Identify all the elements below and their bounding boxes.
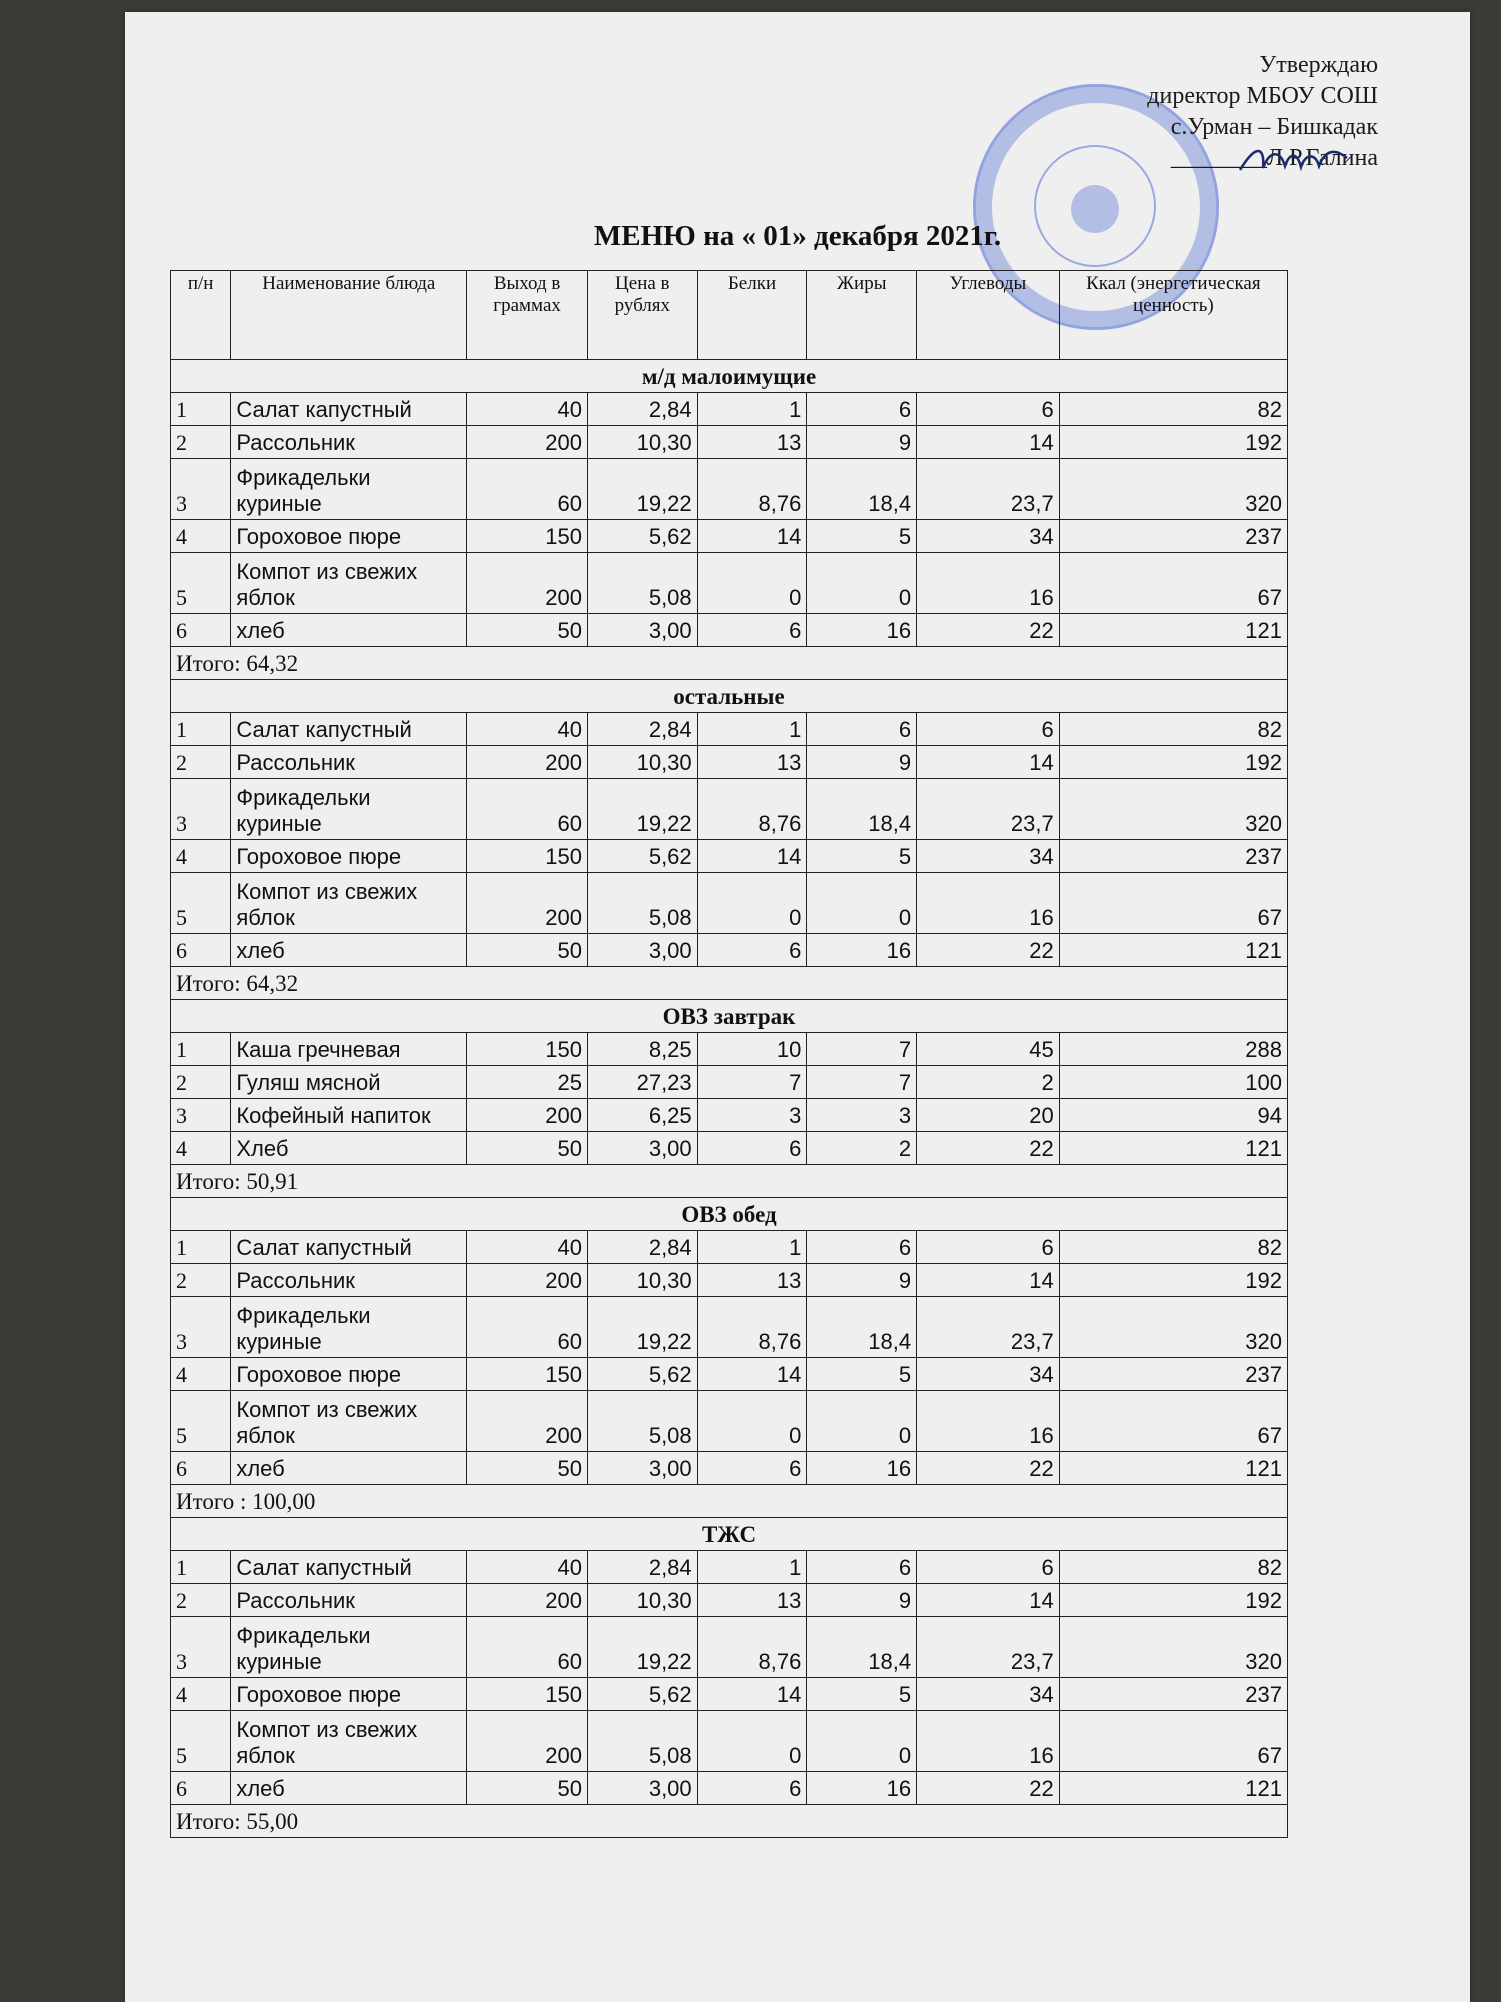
output-grams: 200 xyxy=(467,1264,588,1297)
output-grams: 150 xyxy=(467,1358,588,1391)
row-number: 3 xyxy=(171,779,231,840)
dish-name: Рассольник xyxy=(231,426,467,459)
proteins: 13 xyxy=(697,746,807,779)
section-title: ОВЗ завтрак xyxy=(171,1000,1288,1033)
fats: 7 xyxy=(807,1033,917,1066)
section-total: Итого: 50,91 xyxy=(171,1165,1288,1198)
fats: 16 xyxy=(807,614,917,647)
dish-name: Фрикадельки куриные xyxy=(231,779,467,840)
header-carbs: Углеводы xyxy=(917,271,1060,360)
dish-name: Гуляш мясной xyxy=(231,1066,467,1099)
price-rub: 19,22 xyxy=(587,779,697,840)
total-row xyxy=(171,967,1288,1000)
proteins: 14 xyxy=(697,1678,807,1711)
price-rub: 8,25 xyxy=(587,1033,697,1066)
carbs: 6 xyxy=(917,1551,1060,1584)
output-grams: 200 xyxy=(467,1584,588,1617)
kcal: 121 xyxy=(1059,1772,1287,1805)
kcal: 100 xyxy=(1059,1066,1287,1099)
kcal: 121 xyxy=(1059,1132,1287,1165)
output-grams: 25 xyxy=(467,1066,588,1099)
output-grams: 200 xyxy=(467,1099,588,1132)
dish-name: Фрикадельки куриные xyxy=(231,459,467,520)
kcal: 121 xyxy=(1059,1452,1287,1485)
row-number: 1 xyxy=(171,713,231,746)
row-number: 2 xyxy=(171,1584,231,1617)
fats: 18,4 xyxy=(807,1617,917,1678)
output-grams: 200 xyxy=(467,1391,588,1452)
row-number: 6 xyxy=(171,614,231,647)
output-grams: 50 xyxy=(467,1132,588,1165)
price-rub: 3,00 xyxy=(587,1772,697,1805)
proteins: 13 xyxy=(697,1584,807,1617)
price-rub: 27,23 xyxy=(587,1066,697,1099)
table-row xyxy=(171,873,1288,934)
table-row xyxy=(171,614,1288,647)
kcal: 288 xyxy=(1059,1033,1287,1066)
dish-name: Гороховое пюре xyxy=(231,1358,467,1391)
output-grams: 150 xyxy=(467,1033,588,1066)
dish-name: Салат капустный xyxy=(231,713,467,746)
row-number: 3 xyxy=(171,459,231,520)
section-header-row xyxy=(171,360,1288,393)
table-row xyxy=(171,1231,1288,1264)
kcal: 82 xyxy=(1059,713,1287,746)
carbs: 6 xyxy=(917,713,1060,746)
output-grams: 50 xyxy=(467,1772,588,1805)
kcal: 320 xyxy=(1059,459,1287,520)
section-total: Итого: 64,32 xyxy=(171,647,1288,680)
proteins: 7 xyxy=(697,1066,807,1099)
table-row xyxy=(171,1678,1288,1711)
fats: 9 xyxy=(807,1264,917,1297)
dish-name: Кофейный напиток xyxy=(231,1099,467,1132)
carbs: 2 xyxy=(917,1066,1060,1099)
dish-name: Компот из свежих яблок xyxy=(231,873,467,934)
output-grams: 60 xyxy=(467,779,588,840)
dish-name: хлеб xyxy=(231,1772,467,1805)
fats: 5 xyxy=(807,1358,917,1391)
proteins: 1 xyxy=(697,713,807,746)
director-name: Л.Р.Галина xyxy=(1266,145,1378,171)
table-row xyxy=(171,459,1288,520)
kcal: 237 xyxy=(1059,1678,1287,1711)
fats: 9 xyxy=(807,426,917,459)
table-row xyxy=(171,1297,1288,1358)
price-rub: 5,62 xyxy=(587,520,697,553)
section-total: Итого: 55,00 xyxy=(171,1805,1288,1838)
table-row xyxy=(171,426,1288,459)
proteins: 1 xyxy=(697,1551,807,1584)
carbs: 16 xyxy=(917,1391,1060,1452)
output-grams: 40 xyxy=(467,1551,588,1584)
price-rub: 5,08 xyxy=(587,553,697,614)
carbs: 6 xyxy=(917,393,1060,426)
proteins: 13 xyxy=(697,426,807,459)
price-rub: 19,22 xyxy=(587,1297,697,1358)
proteins: 14 xyxy=(697,520,807,553)
proteins: 8,76 xyxy=(697,779,807,840)
proteins: 8,76 xyxy=(697,459,807,520)
fats: 0 xyxy=(807,1391,917,1452)
section-total: Итого : 100,00 xyxy=(171,1485,1288,1518)
carbs: 23,7 xyxy=(917,459,1060,520)
carbs: 22 xyxy=(917,1132,1060,1165)
carbs: 22 xyxy=(917,614,1060,647)
section-header-row xyxy=(171,680,1288,713)
fats: 16 xyxy=(807,934,917,967)
fats: 18,4 xyxy=(807,459,917,520)
row-number: 4 xyxy=(171,1678,231,1711)
dish-name: Компот из свежих яблок xyxy=(231,553,467,614)
proteins: 14 xyxy=(697,1358,807,1391)
price-rub: 3,00 xyxy=(587,614,697,647)
carbs: 16 xyxy=(917,1711,1060,1772)
output-grams: 40 xyxy=(467,1231,588,1264)
price-rub: 5,62 xyxy=(587,840,697,873)
header-price: Цена в рублях xyxy=(587,271,697,360)
output-grams: 60 xyxy=(467,459,588,520)
carbs: 23,7 xyxy=(917,1297,1060,1358)
row-number: 6 xyxy=(171,1452,231,1485)
dish-name: Салат капустный xyxy=(231,393,467,426)
carbs: 14 xyxy=(917,426,1060,459)
fats: 5 xyxy=(807,1678,917,1711)
kcal: 192 xyxy=(1059,426,1287,459)
kcal: 192 xyxy=(1059,1584,1287,1617)
row-number: 4 xyxy=(171,1132,231,1165)
carbs: 22 xyxy=(917,1772,1060,1805)
price-rub: 5,62 xyxy=(587,1358,697,1391)
carbs: 16 xyxy=(917,873,1060,934)
kcal: 237 xyxy=(1059,840,1287,873)
fats: 18,4 xyxy=(807,779,917,840)
kcal: 192 xyxy=(1059,1264,1287,1297)
total-row xyxy=(171,1485,1288,1518)
proteins: 3 xyxy=(697,1099,807,1132)
price-rub: 19,22 xyxy=(587,459,697,520)
dish-name: Хлеб xyxy=(231,1132,467,1165)
kcal: 67 xyxy=(1059,873,1287,934)
row-number: 2 xyxy=(171,1066,231,1099)
dish-name: Салат капустный xyxy=(231,1231,467,1264)
price-rub: 10,30 xyxy=(587,1584,697,1617)
fats: 0 xyxy=(807,553,917,614)
approval-signatory: ________Л.Р.Галина xyxy=(1170,145,1378,171)
carbs: 16 xyxy=(917,553,1060,614)
section-header-row xyxy=(171,1198,1288,1231)
table-row xyxy=(171,1066,1288,1099)
table-row xyxy=(171,1391,1288,1452)
table-row xyxy=(171,934,1288,967)
carbs: 23,7 xyxy=(917,1617,1060,1678)
price-rub: 5,08 xyxy=(587,1711,697,1772)
output-grams: 200 xyxy=(467,746,588,779)
proteins: 10 xyxy=(697,1033,807,1066)
price-rub: 2,84 xyxy=(587,713,697,746)
table-row xyxy=(171,1033,1288,1066)
carbs: 20 xyxy=(917,1099,1060,1132)
carbs: 14 xyxy=(917,746,1060,779)
dish-name: Рассольник xyxy=(231,1264,467,1297)
section-header-row xyxy=(171,1000,1288,1033)
price-rub: 5,08 xyxy=(587,1391,697,1452)
carbs: 34 xyxy=(917,1678,1060,1711)
header-output: Выход в граммах xyxy=(467,271,588,360)
section-title: ТЖС xyxy=(171,1518,1288,1551)
proteins: 6 xyxy=(697,1772,807,1805)
price-rub: 2,84 xyxy=(587,393,697,426)
fats: 3 xyxy=(807,1099,917,1132)
fats: 9 xyxy=(807,1584,917,1617)
proteins: 6 xyxy=(697,1132,807,1165)
approval-line-2: директор МБОУ СОШ xyxy=(1147,83,1378,109)
table-row xyxy=(171,1772,1288,1805)
kcal: 67 xyxy=(1059,1711,1287,1772)
fats: 0 xyxy=(807,873,917,934)
row-number: 5 xyxy=(171,1391,231,1452)
approval-line-1: Утверждаю xyxy=(1259,52,1378,78)
dish-name: Гороховое пюре xyxy=(231,1678,467,1711)
row-number: 3 xyxy=(171,1099,231,1132)
carbs: 6 xyxy=(917,1231,1060,1264)
header-proteins: Белки xyxy=(697,271,807,360)
table-row xyxy=(171,553,1288,614)
price-rub: 5,62 xyxy=(587,1678,697,1711)
header-dish-name: Наименование блюда xyxy=(231,271,467,360)
table-row xyxy=(171,713,1288,746)
fats: 16 xyxy=(807,1452,917,1485)
proteins: 14 xyxy=(697,840,807,873)
header-fats: Жиры xyxy=(807,271,917,360)
total-row xyxy=(171,647,1288,680)
output-grams: 200 xyxy=(467,873,588,934)
fats: 6 xyxy=(807,1551,917,1584)
dish-name: хлеб xyxy=(231,1452,467,1485)
carbs: 14 xyxy=(917,1264,1060,1297)
carbs: 23,7 xyxy=(917,779,1060,840)
output-grams: 200 xyxy=(467,553,588,614)
dish-name: Рассольник xyxy=(231,746,467,779)
row-number: 1 xyxy=(171,1551,231,1584)
row-number: 5 xyxy=(171,873,231,934)
carbs: 34 xyxy=(917,840,1060,873)
row-number: 1 xyxy=(171,1231,231,1264)
output-grams: 200 xyxy=(467,1711,588,1772)
row-number: 2 xyxy=(171,746,231,779)
dish-name: хлеб xyxy=(231,614,467,647)
page-title: МЕНЮ на « 01» декабря 2021г. xyxy=(593,220,1002,252)
proteins: 0 xyxy=(697,1391,807,1452)
section-title: ОВЗ обед xyxy=(171,1198,1288,1231)
menu-table xyxy=(170,270,1288,1838)
table-row xyxy=(171,840,1288,873)
table-row xyxy=(171,1358,1288,1391)
section-header-row xyxy=(171,1518,1288,1551)
proteins: 6 xyxy=(697,934,807,967)
dish-name: Фрикадельки куриные xyxy=(231,1297,467,1358)
row-number: 6 xyxy=(171,934,231,967)
kcal: 320 xyxy=(1059,1617,1287,1678)
price-rub: 19,22 xyxy=(587,1617,697,1678)
proteins: 8,76 xyxy=(697,1617,807,1678)
fats: 9 xyxy=(807,746,917,779)
approval-line-3: с.Урман – Бишкадак xyxy=(1170,114,1378,140)
section-title: м/д малоимущие xyxy=(171,360,1288,393)
table-row xyxy=(171,779,1288,840)
carbs: 34 xyxy=(917,520,1060,553)
carbs: 22 xyxy=(917,1452,1060,1485)
kcal: 121 xyxy=(1059,614,1287,647)
proteins: 1 xyxy=(697,393,807,426)
row-number: 1 xyxy=(171,1033,231,1066)
output-grams: 50 xyxy=(467,1452,588,1485)
table-row xyxy=(171,1132,1288,1165)
table-row xyxy=(171,1617,1288,1678)
dish-name: Каша гречневая xyxy=(231,1033,467,1066)
carbs: 14 xyxy=(917,1584,1060,1617)
fats: 18,4 xyxy=(807,1297,917,1358)
dish-name: Рассольник xyxy=(231,1584,467,1617)
price-rub: 10,30 xyxy=(587,426,697,459)
output-grams: 200 xyxy=(467,426,588,459)
proteins: 1 xyxy=(697,1231,807,1264)
table-row xyxy=(171,1099,1288,1132)
output-grams: 60 xyxy=(467,1617,588,1678)
row-number: 2 xyxy=(171,1264,231,1297)
kcal: 320 xyxy=(1059,1297,1287,1358)
price-rub: 5,08 xyxy=(587,873,697,934)
price-rub: 10,30 xyxy=(587,1264,697,1297)
output-grams: 60 xyxy=(467,1297,588,1358)
table-row xyxy=(171,1584,1288,1617)
fats: 5 xyxy=(807,840,917,873)
output-grams: 40 xyxy=(467,713,588,746)
row-number: 4 xyxy=(171,1358,231,1391)
row-number: 5 xyxy=(171,553,231,614)
dish-name: Компот из свежих яблок xyxy=(231,1711,467,1772)
carbs: 22 xyxy=(917,934,1060,967)
price-rub: 3,00 xyxy=(587,1132,697,1165)
proteins: 6 xyxy=(697,1452,807,1485)
row-number: 4 xyxy=(171,520,231,553)
kcal: 67 xyxy=(1059,1391,1287,1452)
proteins: 0 xyxy=(697,873,807,934)
table-row xyxy=(171,1264,1288,1297)
proteins: 0 xyxy=(697,1711,807,1772)
dish-name: Гороховое пюре xyxy=(231,840,467,873)
proteins: 6 xyxy=(697,614,807,647)
price-rub: 2,84 xyxy=(587,1231,697,1264)
output-grams: 50 xyxy=(467,934,588,967)
kcal: 94 xyxy=(1059,1099,1287,1132)
kcal: 121 xyxy=(1059,934,1287,967)
output-grams: 150 xyxy=(467,1678,588,1711)
fats: 6 xyxy=(807,393,917,426)
row-number: 5 xyxy=(171,1711,231,1772)
total-row xyxy=(171,1165,1288,1198)
fats: 7 xyxy=(807,1066,917,1099)
fats: 16 xyxy=(807,1772,917,1805)
kcal: 237 xyxy=(1059,1358,1287,1391)
fats: 6 xyxy=(807,713,917,746)
header-number: п/н xyxy=(171,271,231,360)
proteins: 13 xyxy=(697,1264,807,1297)
kcal: 82 xyxy=(1059,1231,1287,1264)
output-grams: 50 xyxy=(467,614,588,647)
kcal: 67 xyxy=(1059,553,1287,614)
kcal: 82 xyxy=(1059,393,1287,426)
proteins: 0 xyxy=(697,553,807,614)
output-grams: 150 xyxy=(467,840,588,873)
row-number: 3 xyxy=(171,1617,231,1678)
row-number: 6 xyxy=(171,1772,231,1805)
price-rub: 3,00 xyxy=(587,1452,697,1485)
fats: 2 xyxy=(807,1132,917,1165)
carbs: 45 xyxy=(917,1033,1060,1066)
kcal: 82 xyxy=(1059,1551,1287,1584)
kcal: 237 xyxy=(1059,520,1287,553)
price-rub: 10,30 xyxy=(587,746,697,779)
output-grams: 150 xyxy=(467,520,588,553)
dish-name: Салат капустный xyxy=(231,1551,467,1584)
table-row xyxy=(171,1551,1288,1584)
price-rub: 3,00 xyxy=(587,934,697,967)
price-rub: 2,84 xyxy=(587,1551,697,1584)
dish-name: хлеб xyxy=(231,934,467,967)
fats: 6 xyxy=(807,1231,917,1264)
table-row xyxy=(171,1711,1288,1772)
signature-icon xyxy=(1235,140,1355,180)
output-grams: 40 xyxy=(467,393,588,426)
row-number: 3 xyxy=(171,1297,231,1358)
table-row xyxy=(171,520,1288,553)
header-kcal: Ккал (энергетическая ценность) xyxy=(1059,271,1287,360)
kcal: 192 xyxy=(1059,746,1287,779)
row-number: 1 xyxy=(171,393,231,426)
fats: 0 xyxy=(807,1711,917,1772)
section-title: остальные xyxy=(171,680,1288,713)
section-total: Итого: 64,32 xyxy=(171,967,1288,1000)
proteins: 8,76 xyxy=(697,1297,807,1358)
carbs: 34 xyxy=(917,1358,1060,1391)
dish-name: Гороховое пюре xyxy=(231,520,467,553)
dish-name: Компот из свежих яблок xyxy=(231,1391,467,1452)
fats: 5 xyxy=(807,520,917,553)
price-rub: 6,25 xyxy=(587,1099,697,1132)
header-row xyxy=(171,271,1288,360)
table-row xyxy=(171,393,1288,426)
row-number: 2 xyxy=(171,426,231,459)
row-number: 4 xyxy=(171,840,231,873)
table-row xyxy=(171,746,1288,779)
total-row xyxy=(171,1805,1288,1838)
dish-name: Фрикадельки куриные xyxy=(231,1617,467,1678)
table-row xyxy=(171,1452,1288,1485)
kcal: 320 xyxy=(1059,779,1287,840)
